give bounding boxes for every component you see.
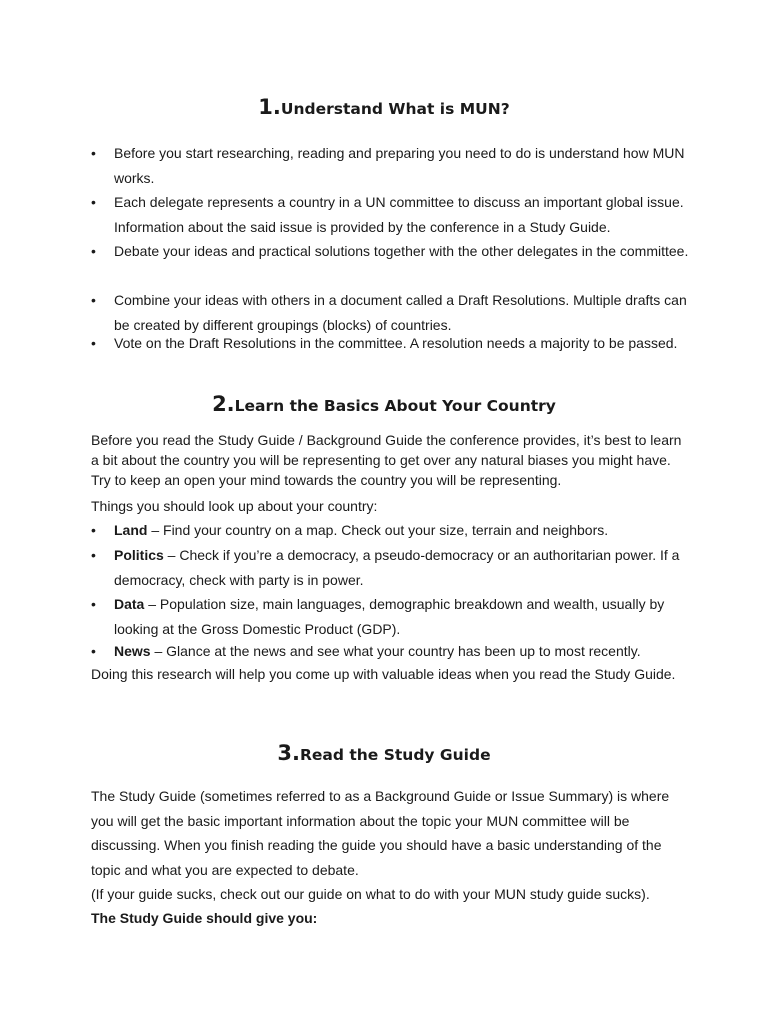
term-politics-text: – Check if you’re a democracy, a pseudo-democracy or an authoritarian power. If a democracy, check with party is in power. xyxy=(114,547,680,588)
section-2-lookup-label: Things you should look up about your country: xyxy=(91,498,378,514)
section-2-intro: Before you read the Study Guide / Background Guide the conference provides, it’s best to learn a bit about the country you will be representing to get over any natural biases you might have. Try to keep an open your mind towards the country you will be representing. xyxy=(91,432,682,488)
list-item: • Before you start researching, reading and preparing you need to do is understand how MUN works. xyxy=(91,141,691,190)
term-data: Data xyxy=(114,596,145,612)
list-item xyxy=(91,543,691,592)
section-3-heading xyxy=(0,741,768,765)
list-item: • Debate your ideas and practical solutions together with the other delegates in the committee. xyxy=(91,239,691,288)
section-2-closing: Doing this research will help you come up with valuable ideas when you read the Study Guide. xyxy=(91,666,676,682)
section-3-subheading: The Study Guide should give you: xyxy=(91,910,318,926)
section-1-bullet-list xyxy=(91,141,691,353)
term-data-text: – Population size, main languages, demographic breakdown and wealth, usually by looking at the Gross Domestic Product (GDP). xyxy=(114,596,665,637)
section-2-bullet-list xyxy=(91,518,691,661)
list-item xyxy=(91,518,691,543)
section-1-heading xyxy=(0,95,768,119)
term-land-text: – Find your country on a map. Check out your size, terrain and neighbors. xyxy=(147,522,609,538)
section-1-title: Understand What is MUN? xyxy=(280,100,510,118)
term-land: Land xyxy=(114,522,148,538)
section-3-note: (If your guide sucks, check out our guide on what to do with your MUN study guide sucks). xyxy=(91,886,650,902)
term-politics: Politics xyxy=(114,547,164,563)
list-item xyxy=(91,592,691,641)
term-news-text: – Glance at the news and see what your country has been up to most recently. xyxy=(150,643,641,659)
section-3-number: 3. xyxy=(277,741,300,765)
list-item xyxy=(91,641,691,661)
section-3-title: Read the Study Guide xyxy=(299,746,491,764)
list-item: • Each delegate represents a country in a UN committee to discuss an important global issue. Information about the said issue is provided by the conference in a Study Guide. xyxy=(91,190,691,239)
section-3-paragraph: The Study Guide (sometimes referred to as a Background Guide or Issue Summary) is where you will get the basic important information about the topic your MUN committee will be discussing. When you finish reading the guide you should have a basic understanding of the topic and what you are expected to debate. xyxy=(91,788,670,878)
section-2-number: 2. xyxy=(212,392,235,416)
section-2-title: Learn the Basics About Your Country xyxy=(234,397,556,415)
section-1-number: 1. xyxy=(258,95,281,119)
list-item: • Vote on the Draft Resolutions in the committee. A resolution needs a majority to be passed. xyxy=(91,333,691,353)
list-item: • Combine your ideas with others in a document called a Draft Resolutions. Multiple drafts can be created by different groupings (blocks) of countries. xyxy=(91,288,691,333)
section-2-heading xyxy=(0,392,768,416)
term-news: News xyxy=(114,643,151,659)
